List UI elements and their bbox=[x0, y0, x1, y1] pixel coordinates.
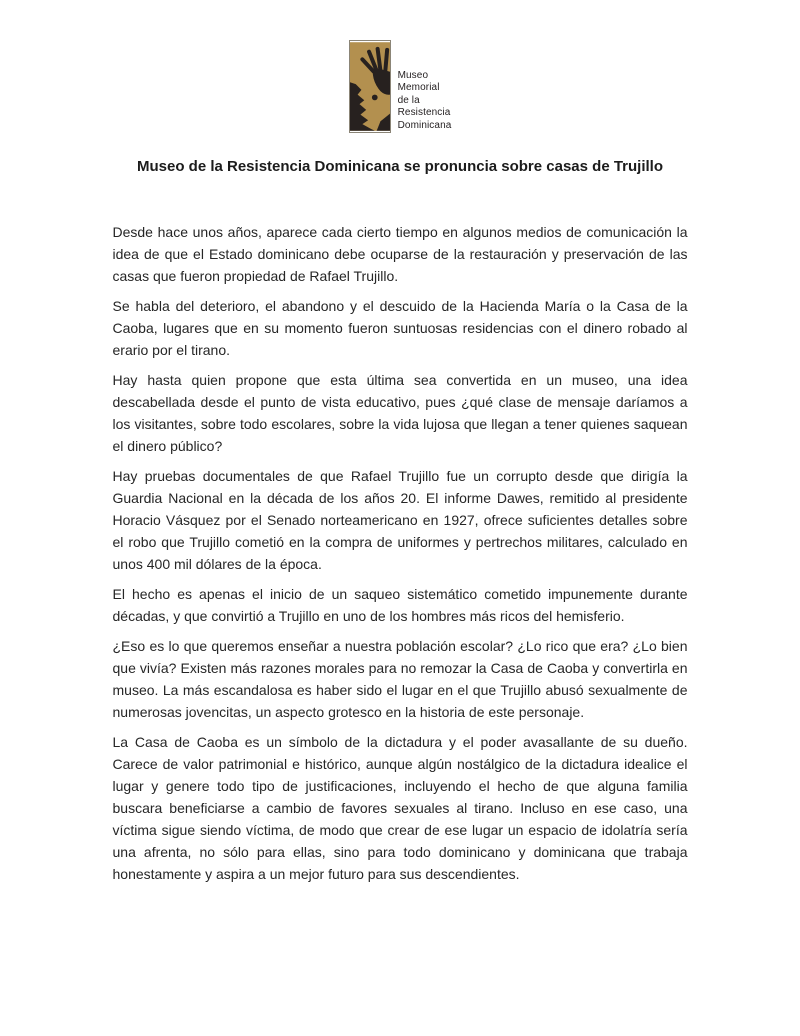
logo-text-line: Museo bbox=[397, 69, 429, 81]
thumb-dot-icon bbox=[371, 95, 377, 101]
museum-logo bbox=[0, 40, 800, 133]
logo-text-line: de la bbox=[397, 94, 420, 106]
paragraph-6: ¿Eso es lo que queremos enseñar a nuestra población escolar? ¿Lo rico que era? ¿Lo bien que vivía? Existen más razones morales para no remozar la Casa de Caoba y convertirla en museo. La más escandalosa es haber sido el lugar en el que Trujillo abusó sexualmente de numerosas jovencitas, un aspecto grotesco en la historia de este personaje. bbox=[112, 638, 688, 720]
paragraph-4: Hay pruebas documentales de que Rafael Trujillo fue un corrupto desde que dirigía la Guardia Nacional en la década de los años 20. El informe Dawes, remitido al presidente Horacio Vásquez por el Senado norteamericano en 1927, ofrece suficientes detalles sobre el robo que Trujillo cometió en la compra de uniformes y pertrechos militares, calculado en unos 400 mil dólares de la época. bbox=[112, 468, 688, 572]
document-body bbox=[113, 221, 688, 885]
paragraph-3: Hay hasta quien propone que esta última sea convertida en un museo, una idea descabellada desde el punto de vista educativo, pues ¿qué clase de mensaje daríamos a los visitantes, sobre todo escolares, sobre la vida lujosa que llegan a tener quienes saquean el dinero público? bbox=[112, 372, 688, 454]
paragraph-2: Se habla del deterioro, el abandono y el descuido de la Hacienda María o la Casa de la Caoba, lugares que en su momento fueron suntuosas residencias con el dinero robado al erario por el tirano. bbox=[112, 298, 688, 358]
logo-text-line: Dominicana bbox=[397, 119, 452, 131]
handprint-icon bbox=[350, 41, 390, 132]
paragraph-7: La Casa de Caoba es un símbolo de la dictadura y el poder avasallante de su dueño. Carece de valor patrimonial e histórico, aunque algún nostálgico de la dictadura idealice el lugar y genere todo tipo de justificaciones, incluyendo el hecho de que alguna familia buscara beneficiarse a cambio de favores sexuales al tirano. Incluso en ese caso, una víctima sigue siendo víctima, de modo que crear de ese lugar un espacio de idolatría sería una afrenta, no sólo para ellas, sino para todo dominicano y dominicana que trabaja honestamente y aspira a un mejor futuro para sus descendientes. bbox=[112, 734, 688, 882]
document-title: Museo de la Resistencia Dominicana se pronuncia sobre casas de Trujillo bbox=[136, 158, 663, 175]
museum-logo-emblem bbox=[349, 40, 391, 133]
logo-text-line: Memorial bbox=[397, 82, 440, 93]
logo-wordmark bbox=[398, 70, 452, 134]
paragraph-5: El hecho es apenas el inicio de un saqueo sistemático cometido impunemente durante décadas, y que convirtió a Trujillo en uno de los hombres más ricos del hemisferio. bbox=[112, 586, 688, 624]
logo-text-line: Resistencia bbox=[397, 107, 451, 118]
paragraph-1: Desde hace unos años, aparece cada cierto tiempo en algunos medios de comunicación la idea de que el Estado dominicano debe ocuparse de la restauración y preservación de las casas que fueron propiedad de Rafael Trujillo. bbox=[112, 224, 688, 284]
